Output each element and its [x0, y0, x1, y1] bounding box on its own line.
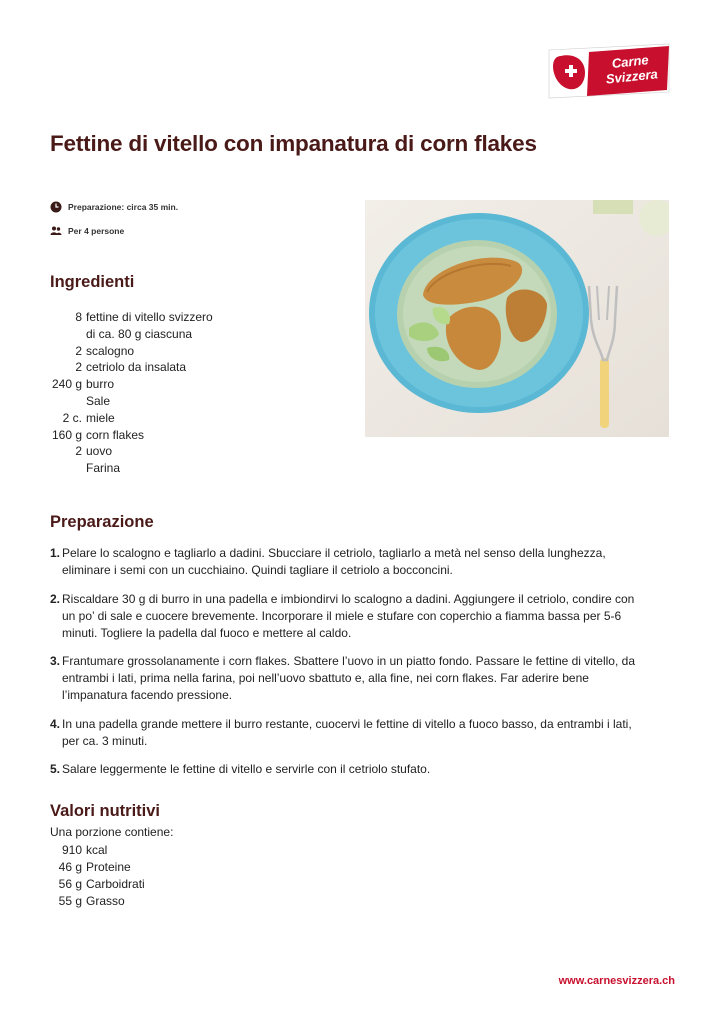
list-item: di ca. 80 g ciascuna — [86, 326, 193, 341]
preparation-heading: Preparazione — [50, 513, 154, 531]
people-icon — [50, 225, 62, 237]
ingredients-list — [50, 309, 213, 477]
list-item: 910 kcal — [61, 843, 108, 857]
recipe-photo — [365, 200, 669, 437]
nutrition-list — [50, 842, 145, 910]
step-item: 5. Salare leggermente le fettine di vitello e servirle con il cetriolo stufato. — [50, 762, 431, 776]
list-item: 2 c. miele — [62, 410, 115, 425]
preparation-steps — [50, 545, 650, 790]
step-item: 1. Pelare lo scalogno e tagliarlo a dadini. Sbucciare il cetriolo, tagliarlo a metà nel senso della lunghezza, eliminare i semi con un cucchiaino. Quindi tagliare il cetriolo a bocconcini. — [50, 546, 606, 577]
list-item: 160 g corn flakes — [51, 427, 145, 442]
clock-icon — [50, 201, 62, 213]
step-item: 4. In una padella grande mettere il burro restante, cuocervi le fettine di vitello a fuoco basso, da entrambi i lati, per ca. 3 minuti. — [50, 716, 632, 748]
ingredients-heading: Ingredienti — [50, 273, 135, 291]
nutrition-heading: Valori nutritivi — [50, 802, 161, 820]
list-item: 2 scalogno — [75, 343, 135, 358]
list-item: 240 g burro — [51, 377, 115, 392]
list-item: 8 fettine di vitello svizzero — [75, 310, 213, 324]
website-link[interactable]: www.carnesvizzera.ch — [558, 975, 675, 987]
nutrition-intro: Una porzione contiene: — [50, 825, 174, 839]
list-item: Farina — [86, 461, 121, 476]
list-item: 56 g Carboidrati — [58, 877, 145, 891]
list-item: Sale — [86, 393, 111, 408]
brand-logo — [547, 42, 671, 104]
servings-text: Per 4 persone — [68, 226, 125, 236]
logo-line1: Carne — [611, 52, 650, 71]
prep-time-text: Preparazione: circa 35 min. — [68, 202, 179, 212]
list-item: 2 uovo — [75, 444, 113, 459]
list-item: 2 cetriolo da insalata — [75, 360, 187, 375]
servings — [50, 225, 124, 237]
logo-line2: Svizzera — [605, 66, 659, 87]
prep-time — [50, 201, 178, 213]
step-item: 2. Riscaldare 30 g di burro in una padella e imbiondirvi lo scalogno a dadini. Aggiungere il cetriolo, condire con un po’ di sale e cuocere brevemente. Incorporare il miele e stufare con coperchio a fiamma bassa per 5-6 minuti. Togliere la padella dal fuoco e mettere al caldo. — [50, 591, 635, 640]
list-item: 46 g Proteine — [58, 860, 131, 874]
step-item: 3. Frantumare grossolanamente i corn flakes. Sbattere l’uovo in un piatto fondo. Passare le fettine di vitello, da entrambi i lati, prima nella farina, poi nell’uovo sbattuto e, alla fine, nei corn flakes. Far aderire bene l’impanatura facendo pressione. — [50, 654, 635, 702]
list-item: 55 g Grasso — [58, 894, 125, 908]
recipe-title: Fettine di vitello con impanatura di corn flakes — [50, 131, 537, 156]
